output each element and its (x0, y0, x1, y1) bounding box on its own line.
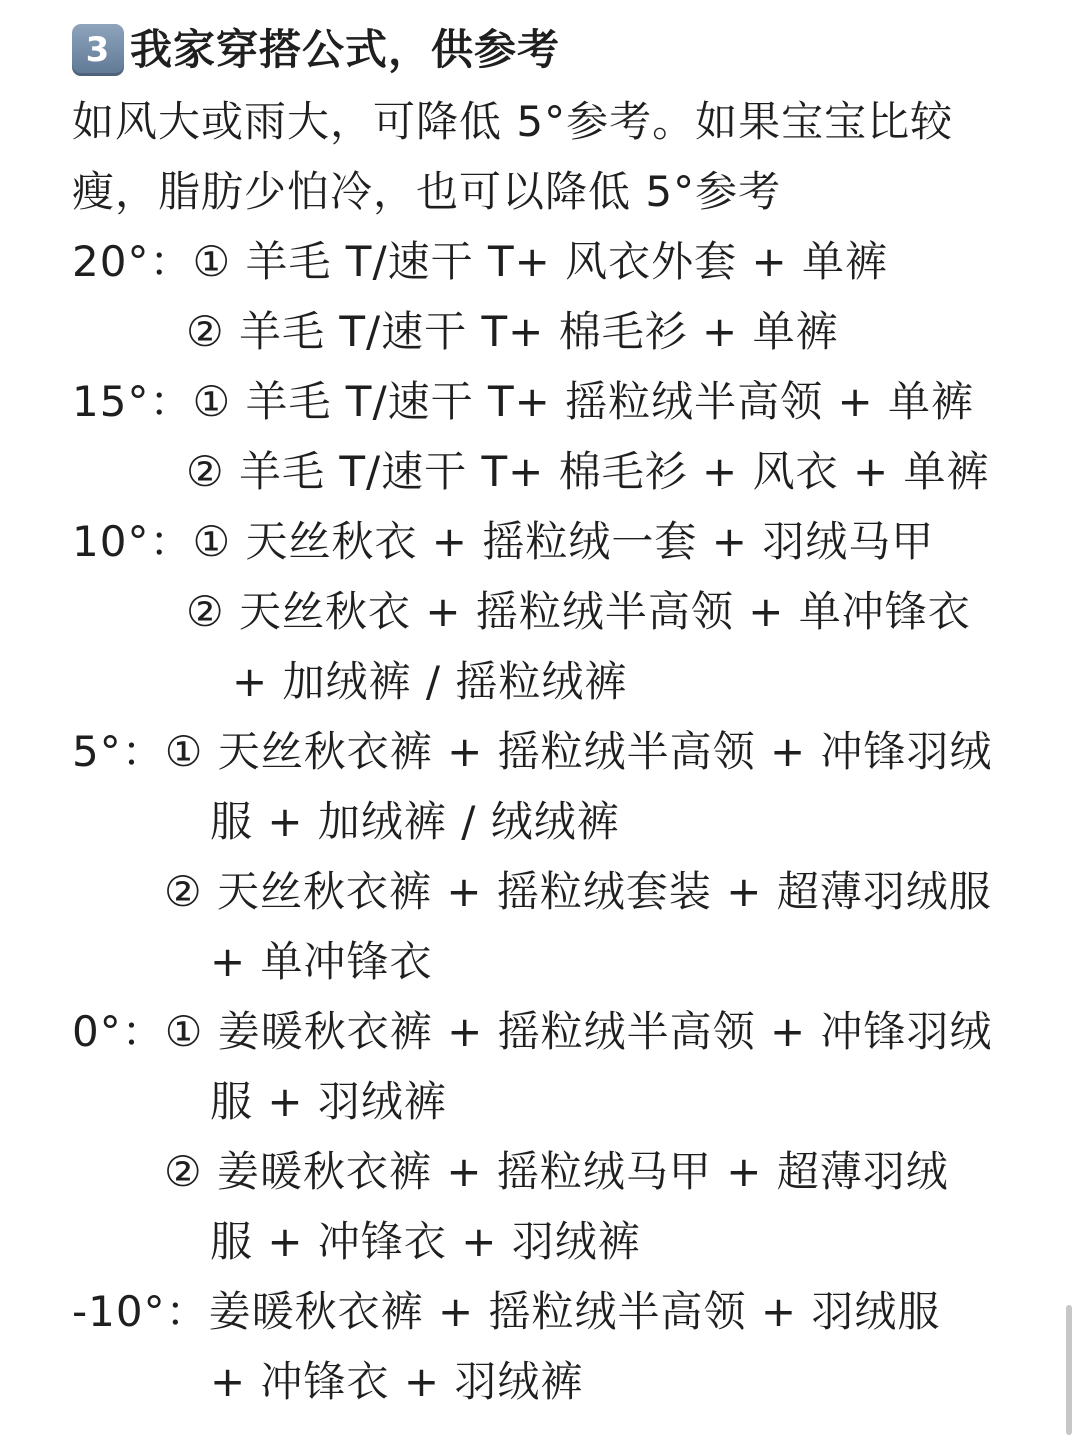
outfit-10-option-2-continued: + 加绒裤 / 摇粒绒裤 (232, 657, 628, 706)
outfit-20-option-2: ② 羊毛 T/速干 T+ 棉毛衫 + 单裤 (186, 307, 839, 356)
outfit-20-option-1: 20°：① 羊毛 T/速干 T+ 风衣外套 + 单裤 (72, 237, 889, 286)
section-title-text: 我家穿搭公式，供参考 (130, 25, 561, 74)
scrollbar[interactable] (1066, 1305, 1072, 1435)
outfit-15-option-1: 15°：① 羊毛 T/速干 T+ 摇粒绒半高领 + 单裤 (72, 377, 975, 426)
outfit-15-option-2: ② 羊毛 T/速干 T+ 棉毛衫 + 风衣 + 单裤 (186, 447, 990, 496)
outfit-0-option-2: ② 姜暖秋衣裤 + 摇粒绒马甲 + 超薄羽绒 (164, 1147, 949, 1196)
outfit-0-option-1-continued: 服 + 羽绒裤 (210, 1077, 447, 1126)
intro-line-1: 如风大或雨大，可降低 5°参考。如果宝宝比较 (72, 97, 954, 146)
outfit-0-option-1: 0°：① 姜暖秋衣裤 + 摇粒绒半高领 + 冲锋羽绒 (72, 1007, 993, 1056)
keycap-digit-three-icon: 3 (72, 24, 124, 76)
section-title (72, 24, 560, 76)
intro-line-2: 瘦，脂肪少怕冷，也可以降低 5°参考 (72, 167, 782, 216)
outfit-minus-10-continued: + 冲锋衣 + 羽绒裤 (210, 1357, 584, 1406)
outfit-5-option-2-continued: + 单冲锋衣 (210, 937, 433, 986)
outfit-10-option-2: ② 天丝秋衣 + 摇粒绒半高领 + 单冲锋衣 (186, 587, 971, 636)
outfit-5-option-1-continued: 服 + 加绒裤 / 绒绒裤 (210, 797, 620, 846)
outfit-5-option-2: ② 天丝秋衣裤 + 摇粒绒套装 + 超薄羽绒服 (164, 867, 992, 916)
outfit-minus-10: -10°：姜暖秋衣裤 + 摇粒绒半高领 + 羽绒服 (72, 1287, 941, 1336)
outfit-5-option-1: 5°：① 天丝秋衣裤 + 摇粒绒半高领 + 冲锋羽绒 (72, 727, 993, 776)
outfit-0-option-2-continued: 服 + 冲锋衣 + 羽绒裤 (210, 1217, 641, 1266)
outfit-10-option-1: 10°：① 天丝秋衣 + 摇粒绒一套 + 羽绒马甲 (72, 517, 935, 566)
